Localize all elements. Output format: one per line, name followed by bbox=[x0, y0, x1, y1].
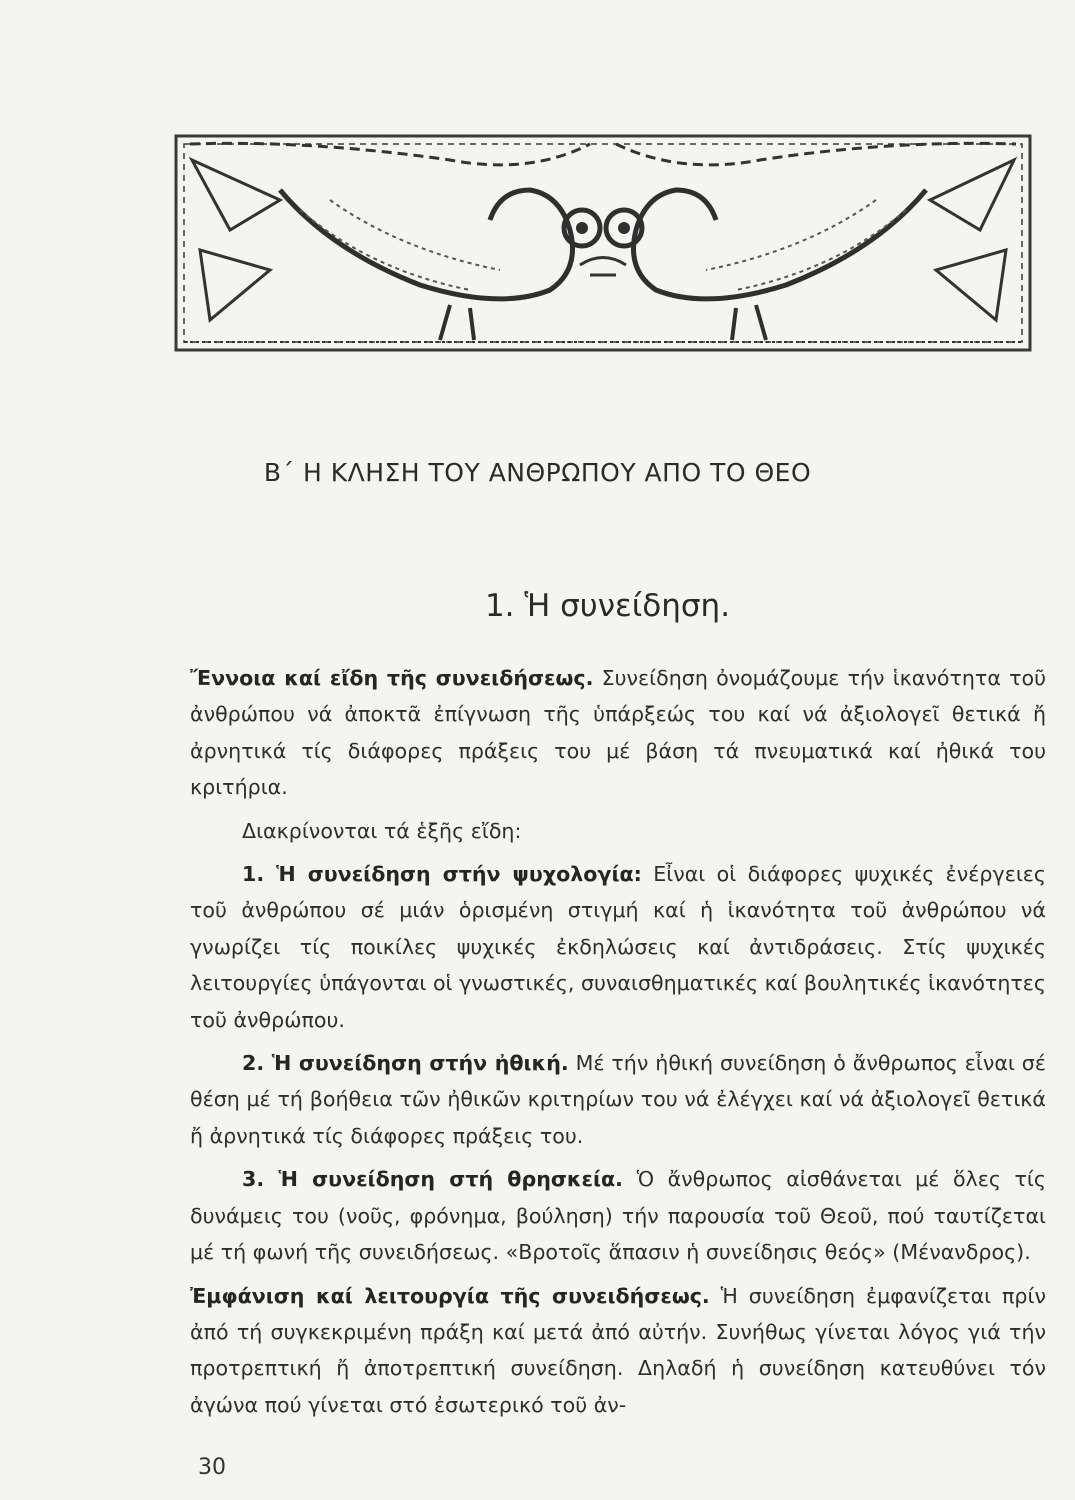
appearance-heading: Ἐμφάνιση καί λειτουργία τῆς συνειδήσεως. bbox=[190, 1283, 710, 1308]
paragraph-concept bbox=[190, 660, 1046, 806]
religion-text: Ὁ ἄνθρωπος αἰσθάνεται μέ ὅλες τίς δυνάμεις του (νοῦς, φρόνημα, βούληση) τήν παρουσία τοῦ Θεοῦ, πού ταυτίζεται μέ τή φωνή τῆς συνειδήσεως. «Βροτοῖς ἅπασιν ἡ συνείδησις θεός» (Μένανδρος). bbox=[190, 1167, 1046, 1265]
page-number: 30 bbox=[198, 1455, 226, 1480]
concept-heading: Ἔννοια καί εἴδη τῆς συνειδήσεως. bbox=[190, 666, 594, 690]
body-text bbox=[190, 660, 1046, 1430]
paragraph-ethics bbox=[190, 1045, 1046, 1154]
appearance-text: Ἡ συνείδηση ἐμφανίζεται πρίν ἀπό τή συγκεκριμένη πράξη καί μετά ἀπό αὐτήν. Συνήθως γίνεται λόγος γιά τήν προτρεπτική ἤ ἀποτρεπτική συνείδηση. Δηλαδή ἡ συνείδηση κατευθύνει τόν ἀγώνα πού γίνεται στό ἐσωτερικό τοῦ ἀν- bbox=[190, 1283, 1046, 1417]
chapter-title: 1. Ἡ συνείδηση. bbox=[484, 588, 731, 624]
paragraph-psychology bbox=[190, 856, 1046, 1038]
concept-text: Συνείδηση ὀνομάζουμε τήν ἱκανότητα τοῦ ἀνθρώπου νά ἀποκτᾶ ἐπίγνωση τῆς ὑπάρξεώς του καί νά ἀξιολογεῖ θετικά ἤ ἀρνητικά τίς διάφορες πράξεις του μέ βάση τά πνευματικά καί ἠθικά του κριτήρια. bbox=[190, 666, 1046, 800]
ethics-heading: 2. Ἡ συνείδηση στήν ἠθική. bbox=[242, 1051, 569, 1076]
kinds-intro-text: Διακρίνονται τά ἑξῆς εἴδη: bbox=[242, 818, 522, 843]
psychology-text: Εἶναι οἱ διάφορες ψυχικές ἐνέργειες τοῦ ἀνθρώπου σέ μιάν ὁρισμένη στιγμή καί ἡ ἱκανότητα τοῦ ἀνθρώπου νά γνωρίζει τίς ποικίλες ψυχικές ἐκδηλώσεις καί ἀντιδράσεις. Στίς ψυχικές λειτουργίες ὑπάγονται οἱ γνωστικές, συναισθηματικές καί βουλητικές ἱκανότητες τοῦ ἀνθρώπου. bbox=[190, 862, 1047, 1032]
religion-heading: 3. Ἡ συνείδηση στή θρησκεία. bbox=[242, 1167, 623, 1192]
ethics-text: Μέ τήν ἠθική συνείδηση ὁ ἄνθρωπος εἶναι σέ θέση μέ τή βοήθεια τῶν ἠθικῶν κριτηρίων του νά ἐλέγχει καί νά ἀξιολογεῖ θετικά ἤ ἀρνητικά τίς διάφορες πράξεις του. bbox=[190, 1051, 1046, 1148]
two-birds-mosaic-ornament bbox=[170, 100, 1036, 362]
paragraph-religion bbox=[190, 1161, 1046, 1270]
paragraph-kinds-intro bbox=[190, 813, 1046, 849]
psychology-heading: 1. Ἡ συνείδηση στήν ψυχολογία: bbox=[242, 862, 642, 887]
paragraph-appearance bbox=[190, 1278, 1046, 1424]
section-heading: Β΄ Η ΚΛΗΣΗ ΤΟΥ ΑΝΘΡΩΠΟΥ ΑΠΟ ΤΟ ΘΕΟ bbox=[263, 458, 812, 487]
